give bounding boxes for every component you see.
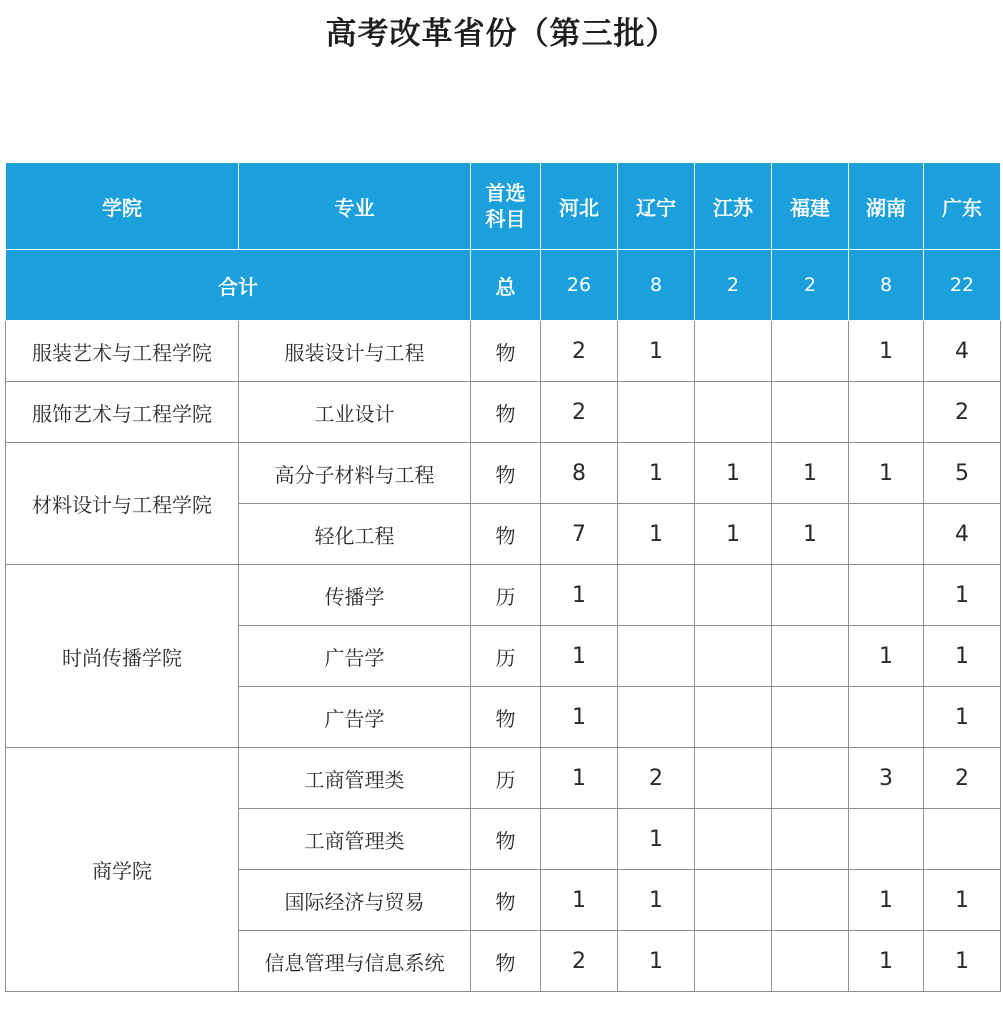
table-row	[6, 321, 1001, 382]
table-row	[6, 443, 1001, 504]
count-cell-hebei: 2	[541, 931, 618, 992]
count-cell-hunan: 1	[849, 321, 924, 382]
count-cell-fujian	[772, 626, 849, 687]
major-cell: 工商管理类	[239, 748, 471, 809]
count-cell-hebei	[541, 809, 618, 870]
count-cell-hebei: 2	[541, 382, 618, 443]
count-cell-hebei: 7	[541, 504, 618, 565]
count-cell-jiangsu	[695, 931, 772, 992]
major-cell: 信息管理与信息系统	[239, 931, 471, 992]
count-cell-fujian	[772, 931, 849, 992]
count-cell-fujian: 1	[772, 443, 849, 504]
total-value-hebei: 26	[541, 250, 618, 321]
total-value-jiangsu: 2	[695, 250, 772, 321]
subject-cell: 物	[471, 809, 541, 870]
count-cell-jiangsu	[695, 687, 772, 748]
count-cell-guangdong: 1	[924, 626, 1001, 687]
count-cell-jiangsu	[695, 626, 772, 687]
header-province-jiangsu: 江苏	[695, 163, 772, 250]
count-cell-guangdong: 1	[924, 931, 1001, 992]
count-cell-liaoning	[618, 382, 695, 443]
count-cell-jiangsu	[695, 870, 772, 931]
table-body	[6, 163, 1001, 992]
count-cell-guangdong: 1	[924, 870, 1001, 931]
major-cell: 传播学	[239, 565, 471, 626]
count-cell-hebei: 1	[541, 565, 618, 626]
header-province-hunan: 湖南	[849, 163, 924, 250]
header-subject-line1: 首选	[485, 181, 526, 205]
major-cell: 轻化工程	[239, 504, 471, 565]
total-label: 合计	[6, 250, 471, 321]
header-province-guangdong: 广东	[924, 163, 1001, 250]
count-cell-liaoning	[618, 565, 695, 626]
header-province-liaoning: 辽宁	[618, 163, 695, 250]
subject-cell: 历	[471, 748, 541, 809]
count-cell-jiangsu	[695, 565, 772, 626]
subject-cell: 物	[471, 321, 541, 382]
count-cell-hebei: 1	[541, 687, 618, 748]
college-cell: 服装艺术与工程学院	[6, 321, 239, 382]
count-cell-jiangsu	[695, 382, 772, 443]
count-cell-guangdong	[924, 809, 1001, 870]
subject-cell: 历	[471, 626, 541, 687]
count-cell-hunan	[849, 382, 924, 443]
college-cell: 材料设计与工程学院	[6, 443, 239, 565]
count-cell-jiangsu	[695, 321, 772, 382]
count-cell-fujian	[772, 565, 849, 626]
count-cell-hebei: 2	[541, 321, 618, 382]
count-cell-hunan	[849, 687, 924, 748]
subject-cell: 历	[471, 565, 541, 626]
table-row	[6, 565, 1001, 626]
header-subject	[471, 163, 541, 250]
count-cell-hunan	[849, 809, 924, 870]
count-cell-fujian: 1	[772, 504, 849, 565]
count-cell-hunan	[849, 565, 924, 626]
major-cell: 服装设计与工程	[239, 321, 471, 382]
count-cell-guangdong: 4	[924, 504, 1001, 565]
total-value-guangdong: 22	[924, 250, 1001, 321]
count-cell-fujian	[772, 321, 849, 382]
count-cell-liaoning: 1	[618, 443, 695, 504]
count-cell-liaoning	[618, 626, 695, 687]
major-cell: 高分子材料与工程	[239, 443, 471, 504]
header-subject-line2: 科目	[485, 207, 526, 231]
count-cell-liaoning: 1	[618, 931, 695, 992]
major-cell: 国际经济与贸易	[239, 870, 471, 931]
major-cell: 工商管理类	[239, 809, 471, 870]
count-cell-liaoning: 1	[618, 321, 695, 382]
count-cell-liaoning: 2	[618, 748, 695, 809]
count-cell-hebei: 1	[541, 748, 618, 809]
count-cell-guangdong: 2	[924, 382, 1001, 443]
count-cell-hunan: 3	[849, 748, 924, 809]
count-cell-liaoning: 1	[618, 870, 695, 931]
subject-cell: 物	[471, 443, 541, 504]
subject-cell: 物	[471, 504, 541, 565]
count-cell-liaoning: 1	[618, 809, 695, 870]
count-cell-hunan	[849, 504, 924, 565]
total-value-hunan: 8	[849, 250, 924, 321]
header-college: 学院	[6, 163, 239, 250]
count-cell-jiangsu: 1	[695, 504, 772, 565]
count-cell-hebei: 8	[541, 443, 618, 504]
subject-cell: 物	[471, 931, 541, 992]
count-cell-hunan: 1	[849, 626, 924, 687]
count-cell-hunan: 1	[849, 931, 924, 992]
count-cell-fujian	[772, 809, 849, 870]
header-province-hebei: 河北	[541, 163, 618, 250]
count-cell-guangdong: 4	[924, 321, 1001, 382]
college-cell: 时尚传播学院	[6, 565, 239, 748]
count-cell-jiangsu: 1	[695, 443, 772, 504]
count-cell-fujian	[772, 382, 849, 443]
major-cell: 广告学	[239, 626, 471, 687]
college-cell: 商学院	[6, 748, 239, 992]
count-cell-hunan: 1	[849, 443, 924, 504]
table-row	[6, 382, 1001, 443]
count-cell-fujian	[772, 748, 849, 809]
total-value-liaoning: 8	[618, 250, 695, 321]
total-value-fujian: 2	[772, 250, 849, 321]
count-cell-hebei: 1	[541, 870, 618, 931]
count-cell-hunan: 1	[849, 870, 924, 931]
subject-cell: 物	[471, 687, 541, 748]
total-subject: 总	[471, 250, 541, 321]
count-cell-hebei: 1	[541, 626, 618, 687]
header-row	[6, 163, 1001, 250]
total-row	[6, 250, 1001, 321]
count-cell-guangdong: 1	[924, 687, 1001, 748]
count-cell-jiangsu	[695, 809, 772, 870]
admission-table	[5, 162, 1001, 992]
subject-cell: 物	[471, 870, 541, 931]
page-title: 高考改革省份（第三批）	[325, 16, 678, 52]
count-cell-fujian	[772, 687, 849, 748]
header-major: 专业	[239, 163, 471, 250]
table-row	[6, 748, 1001, 809]
count-cell-jiangsu	[695, 748, 772, 809]
count-cell-liaoning	[618, 687, 695, 748]
subject-cell: 物	[471, 382, 541, 443]
count-cell-liaoning: 1	[618, 504, 695, 565]
count-cell-guangdong: 1	[924, 565, 1001, 626]
major-cell: 工业设计	[239, 382, 471, 443]
header-province-fujian: 福建	[772, 163, 849, 250]
count-cell-guangdong: 2	[924, 748, 1001, 809]
college-cell: 服饰艺术与工程学院	[6, 382, 239, 443]
major-cell: 广告学	[239, 687, 471, 748]
count-cell-guangdong: 5	[924, 443, 1001, 504]
count-cell-fujian	[772, 870, 849, 931]
